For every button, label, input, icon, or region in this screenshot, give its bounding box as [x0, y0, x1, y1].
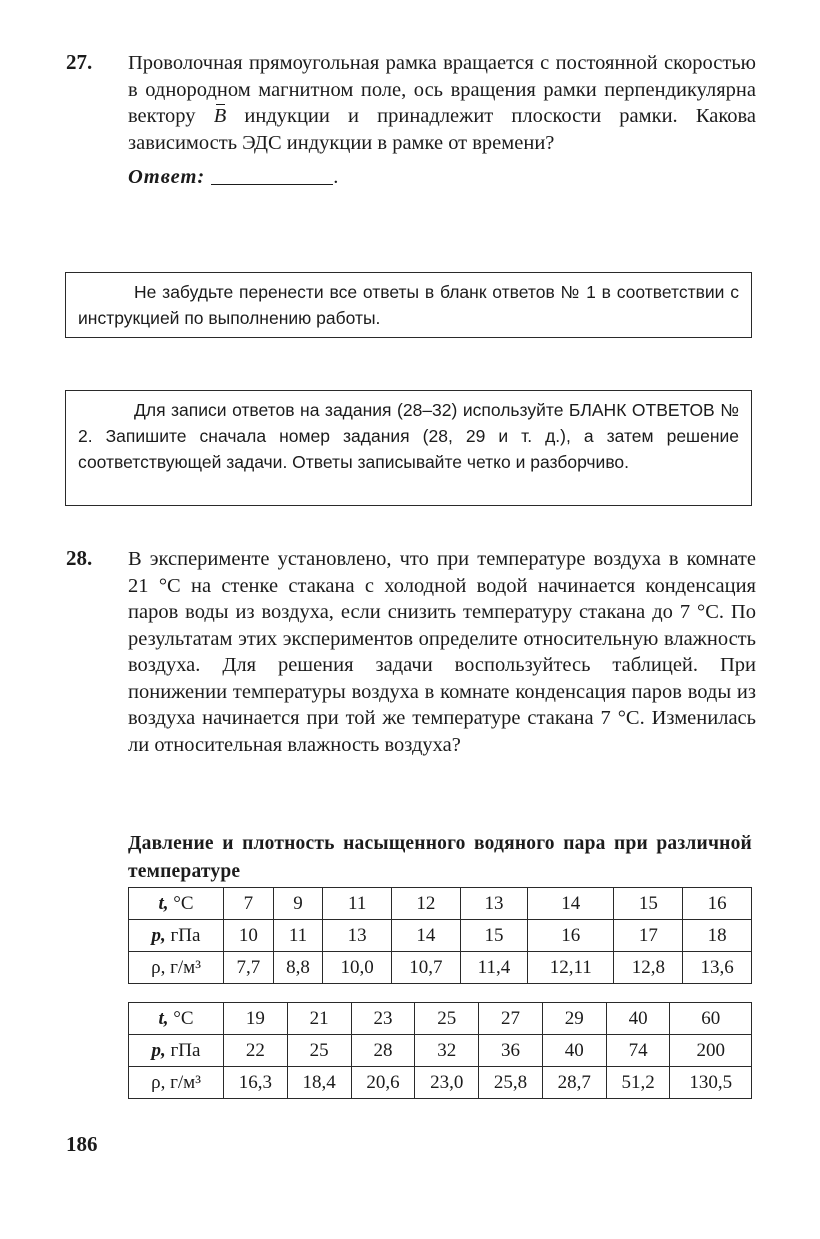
table-cell: 11 — [273, 920, 323, 952]
table-cell: 15 — [460, 920, 527, 952]
table-title: Давление и плотность насыщенного водяного пара при различной температуре — [128, 833, 752, 882]
row-label-p: p, гПа — [129, 1035, 224, 1067]
table-cell: 32 — [415, 1035, 479, 1067]
table-cell: 17 — [614, 920, 683, 952]
answer-blank[interactable] — [211, 184, 333, 185]
table-cell: 28,7 — [542, 1067, 606, 1099]
row-label-t: t, °С — [129, 888, 224, 920]
table-cell: 200 — [670, 1035, 752, 1067]
table-cell: 60 — [670, 1003, 752, 1035]
table-cell: 25 — [415, 1003, 479, 1035]
table-cell: 130,5 — [670, 1067, 752, 1099]
table-cell: 16 — [683, 888, 752, 920]
table-cell: 8,8 — [273, 952, 323, 984]
vapor-table-part-2 — [128, 1002, 752, 1099]
table-cell: 14 — [392, 920, 461, 952]
table-row-pressure — [129, 1035, 752, 1067]
task-number: 28. — [66, 546, 93, 570]
table-cell: 12,8 — [614, 952, 683, 984]
row-label-p: p, гПа — [129, 920, 224, 952]
table-cell: 16,3 — [224, 1067, 288, 1099]
table-cell: 18,4 — [287, 1067, 351, 1099]
notice-transfer-answers — [65, 272, 752, 338]
task-number: 27. — [66, 50, 93, 74]
task-text-part: В эксперименте установлено, что при температуре воздуха в комнате 21 °С на стенке стакана с холодной водой начинается конденсация паров воды из воздуха, если снизить температуру стакана до 7 °С. По результатам этих экспериментов определите относительную влажность воздуха. Для решения задачи воспользуйтесь таблицей. При понижении температуры воздуха в комнате конденсация паров воды из воздуха начинается при той же температуре стакана 7 °С. Изменилась ли относительная влажность воздуха? — [128, 548, 756, 756]
answer-end: . — [333, 166, 339, 188]
row-label-rho: ρ, г/м³ — [129, 952, 224, 984]
table-cell: 28 — [351, 1035, 415, 1067]
table-cell: 12,11 — [528, 952, 614, 984]
table-cell: 10,7 — [392, 952, 461, 984]
table-cell: 29 — [542, 1003, 606, 1035]
table-cell: 51,2 — [606, 1067, 670, 1099]
table-cell: 15 — [614, 888, 683, 920]
table-cell: 13 — [460, 888, 527, 920]
table-cell: 11 — [323, 888, 392, 920]
vector-b-symbol: B — [214, 103, 227, 130]
table-cell: 74 — [606, 1035, 670, 1067]
notice-text: Не забудьте перенести все ответы в бланк ответов № 1 в соответствии с инструкцией по выполнению работы. — [78, 282, 739, 328]
page-number: 186 — [66, 1132, 98, 1156]
table-cell: 16 — [528, 920, 614, 952]
table-cell: 14 — [528, 888, 614, 920]
table-cell: 11,4 — [460, 952, 527, 984]
table-cell: 9 — [273, 888, 323, 920]
table-cell: 10,0 — [323, 952, 392, 984]
table-row-density — [129, 1067, 752, 1099]
table-cell: 10 — [224, 920, 274, 952]
row-label-rho: ρ, г/м³ — [129, 1067, 224, 1099]
answer-line — [128, 166, 756, 189]
table-cell: 13,6 — [683, 952, 752, 984]
table-cell: 20,6 — [351, 1067, 415, 1099]
table-cell: 21 — [287, 1003, 351, 1035]
table-cell: 19 — [224, 1003, 288, 1035]
notice-answer-sheet-2 — [65, 390, 752, 506]
task-text — [128, 50, 756, 156]
vapor-table-part-1 — [128, 887, 752, 984]
table-row-pressure — [129, 920, 752, 952]
table-cell: 25 — [287, 1035, 351, 1067]
table-cell: 7 — [224, 888, 274, 920]
row-label-t: t, °С — [129, 1003, 224, 1035]
table-cell: 40 — [542, 1035, 606, 1067]
table-cell: 12 — [392, 888, 461, 920]
table-cell: 36 — [479, 1035, 543, 1067]
table-cell: 27 — [479, 1003, 543, 1035]
table-row-density — [129, 952, 752, 984]
table-row-temperature — [129, 888, 752, 920]
table-cell: 13 — [323, 920, 392, 952]
table-cell: 18 — [683, 920, 752, 952]
table-cell: 7,7 — [224, 952, 274, 984]
task-text — [128, 546, 756, 758]
table-cell: 23 — [351, 1003, 415, 1035]
task-28 — [66, 546, 756, 758]
table-cell: 40 — [606, 1003, 670, 1035]
table-cell: 25,8 — [479, 1067, 543, 1099]
answer-label: Ответ: — [128, 166, 206, 188]
table-cell: 23,0 — [415, 1067, 479, 1099]
table-cell: 22 — [224, 1035, 288, 1067]
table-row-temperature — [129, 1003, 752, 1035]
task-text-part: индукции и принадлежит плоскости рамки. Какова зависимость ЭДС индукции в рамке от времени? — [128, 105, 757, 154]
task-27 — [66, 50, 756, 189]
task-text-part: Проволочная прямоугольная рамка вращается с постоянной скоростью в однородном магнитном поле, ось вращения рамки перпендикулярна вектору — [128, 52, 756, 127]
notice-text: Для записи ответов на задания (28–32) используйте БЛАНК ОТВЕТОВ № 2. Запишите сначала номер задания (28, 29 и т. д.), а затем решение соответствующей задачи. Ответы записывайте четко и разборчиво. — [78, 400, 739, 472]
